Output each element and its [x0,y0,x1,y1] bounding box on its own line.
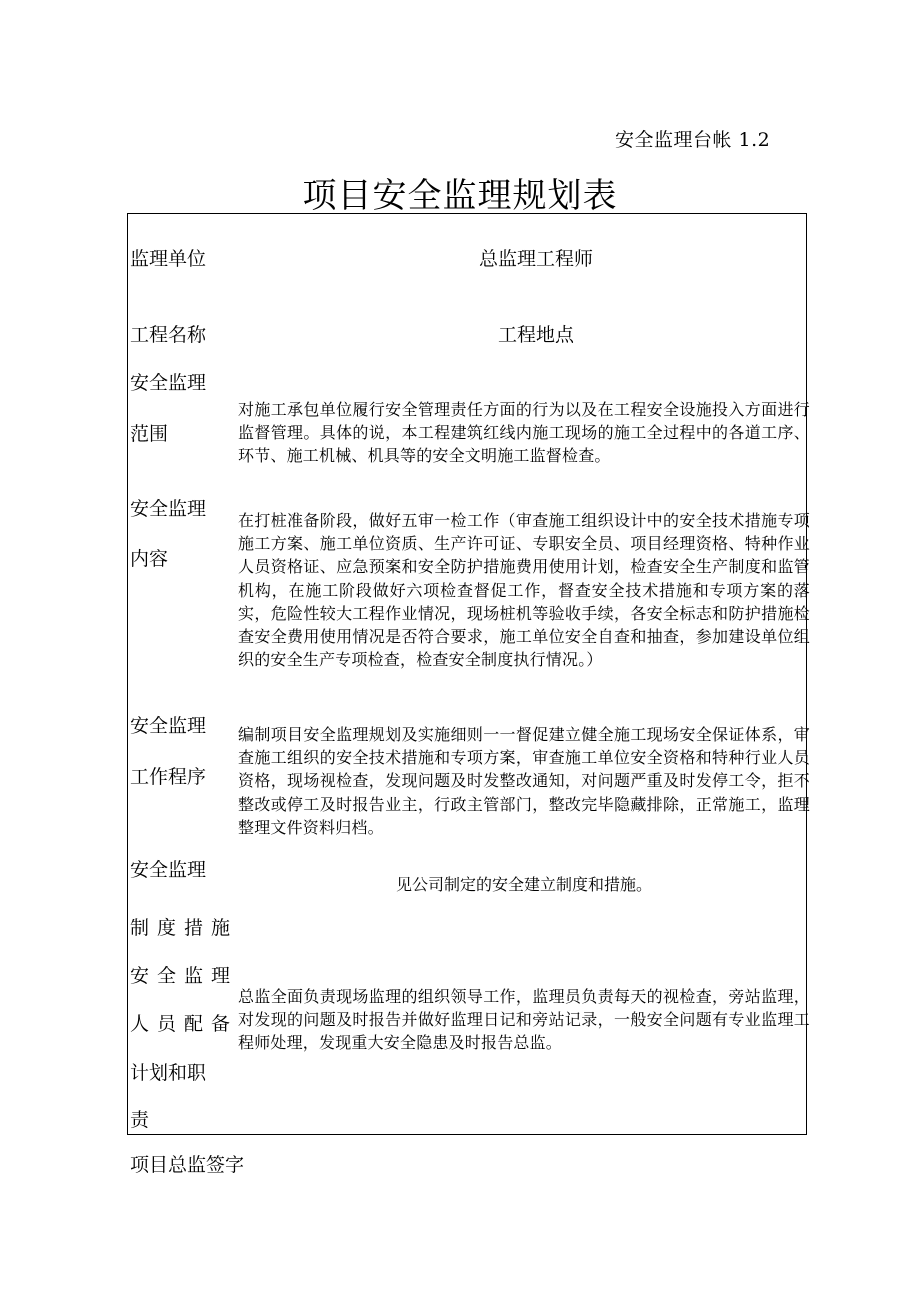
content-label-line1: 安全监理 [130,498,207,520]
supervision-unit-label: 监理单位 [130,248,207,270]
staffing-label-line2: 人员配备 [130,1013,239,1035]
page-title: 项目安全监理规划表 [302,176,618,216]
scope-label-line2: 范围 [130,423,169,445]
content-label-line2: 内容 [130,548,169,570]
staffing-text: 总监全面负责现场监理的组织领导工作，监理员负责每天的视检查，旁站监理，对发现的问题及时报告并做好监理日记和旁站记录，一般安全问题有专业监理工程师处理，发现重大安全隐患及时报告总监。 [238,987,810,1053]
system-text: 见公司制定的安全建立制度和措施。 [395,875,652,894]
project-name-label: 工程名称 [130,324,207,346]
system-label-line2: 制度措施 [130,917,239,939]
chief-engineer-label: 总监理工程师 [478,248,593,270]
procedure-text: 编制项目安全监理规划及实施细则一一督促建立健全施工现场安全保证体系，审查施工组织的安全技术措施和专项方案，审查施工单位安全资格和特种行业人员资格，现场视检查，发现问题及时发整改通知，对问题严重及时发停工令，拒不整改或停工及时报告业主，行政主管部门，整改完毕隐藏排除，正常施工，监理整理文件资料归档。 [238,725,810,837]
chief-signature-label: 项目总监签字 [130,1154,245,1176]
project-location-label: 工程地点 [497,324,574,346]
staffing-label-line4: 责 [130,1109,150,1131]
staffing-label-line3: 计划和职 [130,1062,207,1084]
ledger-reference: 安全监理台帐 1.2 [615,129,771,151]
content-text: 在打桩准备阶段，做好五审一检工作（审查施工组织设计中的安全技术措施专项施工方案、施工单位资质、生产许可证、专职安全员、项目经理资格、特种作业人员资格证、应急预案和安全防护措施费用使用计划，检查安全生产制度和监管机构，在施工阶段做好六项检查督促工作，督查安全技术措施和专项方案的落实，危险性较大工程作业情况，现场桩机等验收手续，各安全标志和防护措施检查安全费用使用情况是否符合要求，施工单位安全自查和抽查，参加建设单位组织的安全生产专项检查，检查安全制度执行情况。） [238,511,810,670]
scope-text: 对施工承包单位履行安全管理责任方面的行为以及在工程安全设施投入方面进行监督管理。具体的说，本工程建筑红线内施工现场的施工全过程中的各道工序、环节、施工机械、机具等的安全文明施工监督检查。 [238,400,810,466]
staffing-label-line1: 安全监理 [130,965,239,987]
procedure-label-line1: 安全监理 [130,715,207,737]
scope-label-line1: 安全监理 [130,372,207,394]
system-label-line1: 安全监理 [130,859,207,881]
procedure-label-line2: 工作程序 [130,766,207,788]
